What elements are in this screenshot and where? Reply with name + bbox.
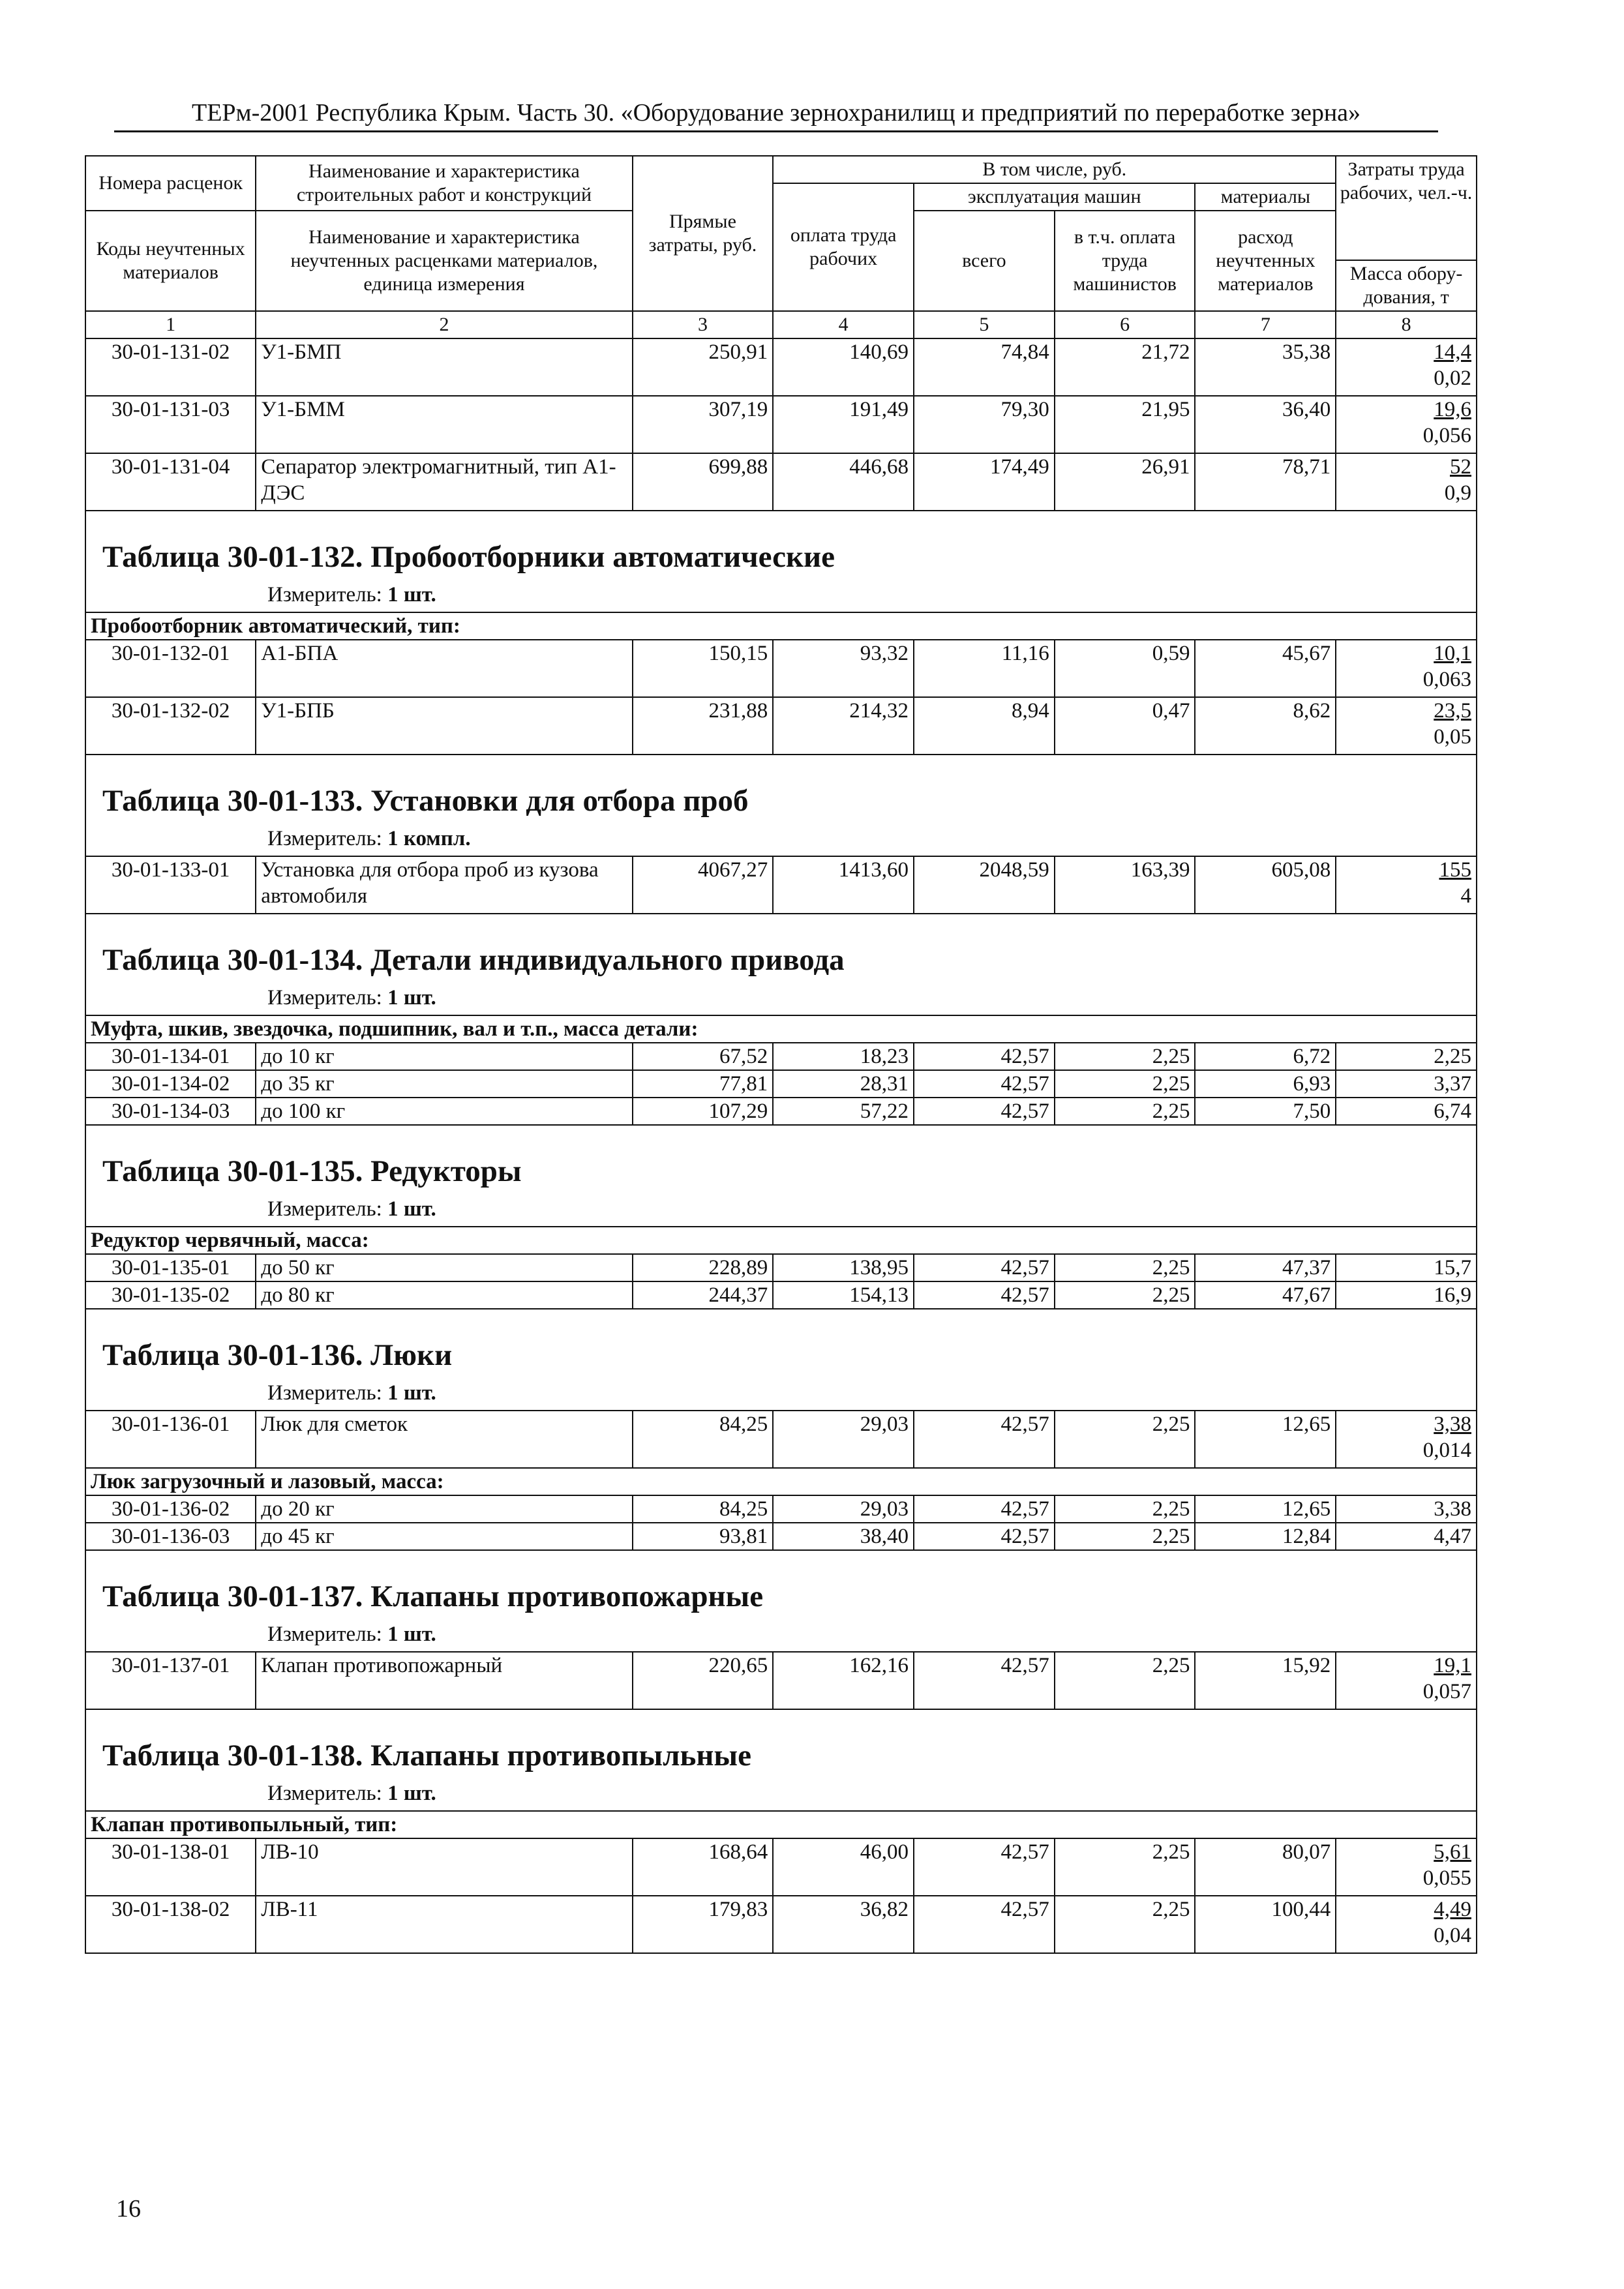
measure-unit: Измеритель: 1 шт. <box>267 1197 436 1221</box>
operator-wages: 2,25 <box>1055 1838 1195 1896</box>
equipment-mass: 0,04 <box>1434 1924 1471 1947</box>
direct-costs: 93,81 <box>633 1523 774 1550</box>
worker-wages: 93,32 <box>773 640 914 697</box>
machine-total: 79,30 <box>914 396 1055 453</box>
materials-cost: 12,65 <box>1195 1495 1336 1523</box>
table-row <box>85 856 1477 914</box>
operator-wages: 21,95 <box>1055 396 1195 453</box>
labor-costs: 19,6 <box>1434 398 1471 421</box>
table-caption-row <box>85 914 1477 1015</box>
table-row <box>85 1098 1477 1125</box>
direct-costs: 84,25 <box>633 1495 774 1523</box>
col-number-6: 6 <box>1055 311 1195 338</box>
machine-total: 42,57 <box>914 1523 1055 1550</box>
worker-wages: 214,32 <box>773 697 914 755</box>
direct-costs: 228,89 <box>633 1254 774 1281</box>
rate-code: 30-01-135-02 <box>85 1281 256 1309</box>
labor-costs: 4,47 <box>1336 1523 1477 1550</box>
col-header-1b: Коды неучтенных материалов <box>85 211 256 311</box>
subheader-row <box>85 1811 1477 1838</box>
operator-wages: 2,25 <box>1055 1495 1195 1523</box>
machine-total: 2048,59 <box>914 856 1055 914</box>
table-caption <box>85 511 1477 612</box>
materials-cost: 47,67 <box>1195 1281 1336 1309</box>
equipment-mass: 0,055 <box>1422 1866 1471 1890</box>
table-row <box>85 1043 1477 1070</box>
table-caption <box>85 914 1477 1015</box>
col-header-materials: материалы <box>1195 183 1336 211</box>
labor-costs: 14,4 <box>1434 340 1471 364</box>
worker-wages: 1413,60 <box>773 856 914 914</box>
col-number-1: 1 <box>85 311 256 338</box>
measure-unit: Измеритель: 1 шт. <box>267 583 436 606</box>
rate-code: 30-01-136-02 <box>85 1495 256 1523</box>
group-subheader: Редуктор червячный, масса: <box>85 1227 1477 1254</box>
group-subheader: Муфта, шкив, звездочка, подшипник, вал и т.п., масса детали: <box>85 1015 1477 1043</box>
labor-mass-cell <box>1336 453 1477 511</box>
machine-total: 74,84 <box>914 338 1055 396</box>
worker-wages: 46,00 <box>773 1838 914 1896</box>
machine-total: 42,57 <box>914 1043 1055 1070</box>
table-row <box>85 1070 1477 1098</box>
labor-costs: 19,1 <box>1434 1654 1471 1677</box>
materials-cost: 605,08 <box>1195 856 1336 914</box>
subheader-row <box>85 1468 1477 1495</box>
machine-total: 8,94 <box>914 697 1055 755</box>
rate-code: 30-01-131-02 <box>85 338 256 396</box>
operator-wages: 26,91 <box>1055 453 1195 511</box>
equipment-mass: 0,9 <box>1444 481 1471 505</box>
worker-wages: 38,40 <box>773 1523 914 1550</box>
subheader-row <box>85 1227 1477 1254</box>
table-row <box>85 1411 1477 1468</box>
col-number-2: 2 <box>256 311 632 338</box>
labor-costs: 6,74 <box>1336 1098 1477 1125</box>
table-row <box>85 1652 1477 1709</box>
direct-costs: 307,19 <box>633 396 774 453</box>
equipment-mass: 0,02 <box>1434 367 1471 390</box>
equipment-mass: 0,063 <box>1422 668 1471 691</box>
machine-total: 42,57 <box>914 1411 1055 1468</box>
equipment-mass: 0,05 <box>1434 725 1471 749</box>
table-title: Таблица 30-01-136. Люки <box>102 1338 453 1372</box>
rate-name: У1-БПБ <box>256 697 632 755</box>
table-caption-row <box>85 1709 1477 1811</box>
labor-mass-cell <box>1336 640 1477 697</box>
machine-total: 11,16 <box>914 640 1055 697</box>
machine-total: 42,57 <box>914 1281 1055 1309</box>
operator-wages: 2,25 <box>1055 1523 1195 1550</box>
rate-name: Сепаратор электромагнитный, тип А1-ДЭС <box>256 453 632 511</box>
table-caption-row <box>85 1125 1477 1227</box>
labor-costs: 3,38 <box>1336 1495 1477 1523</box>
table-title: Таблица 30-01-137. Клапаны противопожарные <box>102 1579 764 1613</box>
measure-unit: Измеритель: 1 компл. <box>267 827 471 850</box>
col-header-4: оплата труда рабочих <box>773 183 914 311</box>
table-caption <box>85 1550 1477 1652</box>
labor-mass-cell <box>1336 1652 1477 1709</box>
subheader-row <box>85 612 1477 640</box>
rate-name: до 50 кг <box>256 1254 632 1281</box>
worker-wages: 154,13 <box>773 1281 914 1309</box>
labor-costs: 15,7 <box>1336 1254 1477 1281</box>
table-title: Таблица 30-01-133. Установки для отбора проб <box>102 784 749 818</box>
rate-name: до 20 кг <box>256 1495 632 1523</box>
measure-unit: Измеритель: 1 шт. <box>267 986 436 1010</box>
direct-costs: 150,15 <box>633 640 774 697</box>
table-caption <box>85 1309 1477 1411</box>
direct-costs: 220,65 <box>633 1652 774 1709</box>
rate-code: 30-01-138-02 <box>85 1896 256 1953</box>
equipment-mass: 4 <box>1460 884 1471 908</box>
rate-code: 30-01-133-01 <box>85 856 256 914</box>
rate-name: Клапан противопожарный <box>256 1652 632 1709</box>
table-caption-row <box>85 755 1477 856</box>
labor-costs: 16,9 <box>1336 1281 1477 1309</box>
labor-mass-cell <box>1336 396 1477 453</box>
labor-costs: 3,37 <box>1336 1070 1477 1098</box>
worker-wages: 162,16 <box>773 1652 914 1709</box>
machine-total: 42,57 <box>914 1896 1055 1953</box>
labor-mass-cell <box>1336 1411 1477 1468</box>
rate-name: А1-БПА <box>256 640 632 697</box>
materials-cost: 7,50 <box>1195 1098 1336 1125</box>
rate-name: У1-БМП <box>256 338 632 396</box>
materials-cost: 78,71 <box>1195 453 1336 511</box>
rate-name: ЛВ-10 <box>256 1838 632 1896</box>
materials-cost: 100,44 <box>1195 1896 1336 1953</box>
table-row <box>85 1896 1477 1953</box>
direct-costs: 244,37 <box>633 1281 774 1309</box>
materials-cost: 47,37 <box>1195 1254 1336 1281</box>
machine-total: 174,49 <box>914 453 1055 511</box>
worker-wages: 36,82 <box>773 1896 914 1953</box>
rate-code: 30-01-136-01 <box>85 1411 256 1468</box>
worker-wages: 18,23 <box>773 1043 914 1070</box>
table-row <box>85 1523 1477 1550</box>
rate-code: 30-01-136-03 <box>85 1523 256 1550</box>
labor-costs: 5,61 <box>1434 1840 1471 1864</box>
operator-wages: 163,39 <box>1055 856 1195 914</box>
machine-total: 42,57 <box>914 1070 1055 1098</box>
labor-mass-cell <box>1336 1896 1477 1953</box>
table-title: Таблица 30-01-134. Детали индивидуального привода <box>102 943 845 977</box>
rate-name: до 45 кг <box>256 1523 632 1550</box>
labor-mass-cell <box>1336 338 1477 396</box>
subheader-row <box>85 1015 1477 1043</box>
direct-costs: 4067,27 <box>633 856 774 914</box>
col-header-8b: Масса обору-дования, т <box>1336 260 1477 311</box>
group-subheader: Люк загрузочный и лазовый, масса: <box>85 1468 1477 1495</box>
col-number-5: 5 <box>914 311 1055 338</box>
col-header-1a: Номера расценок <box>85 156 256 211</box>
direct-costs: 231,88 <box>633 697 774 755</box>
table-row <box>85 1254 1477 1281</box>
rate-name: до 10 кг <box>256 1043 632 1070</box>
group-subheader: Пробоотборник автоматический, тип: <box>85 612 1477 640</box>
equipment-mass: 0,057 <box>1422 1680 1471 1703</box>
materials-cost: 36,40 <box>1195 396 1336 453</box>
col-header-2b: Наименование и характеристика неучтенных расценками материалов, единица измерения <box>256 211 632 311</box>
table-caption-row <box>85 511 1477 612</box>
rate-code: 30-01-134-02 <box>85 1070 256 1098</box>
table-caption-row <box>85 1309 1477 1411</box>
table-caption <box>85 1709 1477 1811</box>
table-caption <box>85 1125 1477 1227</box>
table-row <box>85 1838 1477 1896</box>
table-row <box>85 1495 1477 1523</box>
measure-unit: Измеритель: 1 шт. <box>267 1782 436 1805</box>
labor-costs: 10,1 <box>1434 642 1471 665</box>
table-title: Таблица 30-01-138. Клапаны противопыльные <box>102 1739 751 1773</box>
worker-wages: 140,69 <box>773 338 914 396</box>
rates-sheet <box>85 155 1477 1954</box>
col-number-4: 4 <box>773 311 914 338</box>
rate-code: 30-01-134-03 <box>85 1098 256 1125</box>
table-title: Таблица 30-01-135. Редукторы <box>102 1154 522 1188</box>
materials-cost: 8,62 <box>1195 697 1336 755</box>
materials-cost: 6,93 <box>1195 1070 1336 1098</box>
col-header-2a: Наименование и характеристика строительных работ и конструкций <box>256 156 632 211</box>
measure-unit: Измеритель: 1 шт. <box>267 1381 436 1405</box>
labor-costs: 2,25 <box>1336 1043 1477 1070</box>
rate-name: до 80 кг <box>256 1281 632 1309</box>
direct-costs: 77,81 <box>633 1070 774 1098</box>
machine-total: 42,57 <box>914 1652 1055 1709</box>
rate-name: до 35 кг <box>256 1070 632 1098</box>
labor-costs: 3,38 <box>1434 1413 1471 1436</box>
table-title: Таблица 30-01-132. Пробоотборники автоматические <box>102 540 835 574</box>
col-header-5: всего <box>914 211 1055 311</box>
equipment-mass: 0,056 <box>1422 424 1471 447</box>
worker-wages: 57,22 <box>773 1098 914 1125</box>
labor-costs: 155 <box>1439 858 1471 882</box>
direct-costs: 179,83 <box>633 1896 774 1953</box>
rate-code: 30-01-134-01 <box>85 1043 256 1070</box>
materials-cost: 6,72 <box>1195 1043 1336 1070</box>
rate-name: Установка для отбора проб из кузова автомобиля <box>256 856 632 914</box>
col-header-8a: Затраты труда рабочих, чел.-ч. <box>1336 156 1477 260</box>
operator-wages: 2,25 <box>1055 1281 1195 1309</box>
table-row <box>85 453 1477 511</box>
labor-costs: 4,49 <box>1434 1898 1471 1921</box>
rate-name: ЛВ-11 <box>256 1896 632 1953</box>
materials-cost: 15,92 <box>1195 1652 1336 1709</box>
direct-costs: 67,52 <box>633 1043 774 1070</box>
materials-cost: 35,38 <box>1195 338 1336 396</box>
labor-mass-cell <box>1336 697 1477 755</box>
rates-table <box>85 155 1477 1954</box>
col-header-including: В том числе, руб. <box>773 156 1336 183</box>
labor-mass-cell <box>1336 856 1477 914</box>
operator-wages: 2,25 <box>1055 1070 1195 1098</box>
rate-code: 30-01-132-01 <box>85 640 256 697</box>
rate-code: 30-01-132-02 <box>85 697 256 755</box>
direct-costs: 168,64 <box>633 1838 774 1896</box>
materials-cost: 12,84 <box>1195 1523 1336 1550</box>
direct-costs: 84,25 <box>633 1411 774 1468</box>
rate-name: У1-БММ <box>256 396 632 453</box>
rate-name: до 100 кг <box>256 1098 632 1125</box>
worker-wages: 29,03 <box>773 1495 914 1523</box>
materials-cost: 80,07 <box>1195 1838 1336 1896</box>
table-row <box>85 396 1477 453</box>
col-header-7: расход неучтенных материалов <box>1195 211 1336 311</box>
col-number-3: 3 <box>633 311 774 338</box>
labor-costs: 23,5 <box>1434 699 1471 723</box>
machine-total: 42,57 <box>914 1254 1055 1281</box>
operator-wages: 21,72 <box>1055 338 1195 396</box>
machine-total: 42,57 <box>914 1495 1055 1523</box>
equipment-mass: 0,014 <box>1422 1439 1471 1462</box>
operator-wages: 2,25 <box>1055 1896 1195 1953</box>
rate-name: Люк для сметок <box>256 1411 632 1468</box>
rate-code: 30-01-137-01 <box>85 1652 256 1709</box>
page-header: ТЕРм-2001 Республика Крым. Часть 30. «Оборудование зернохранилищ и предприятий по переработке зерна» <box>114 98 1438 132</box>
measure-unit: Измеритель: 1 шт. <box>267 1623 436 1646</box>
table-row <box>85 1281 1477 1309</box>
operator-wages: 0,47 <box>1055 697 1195 755</box>
table-caption-row <box>85 1550 1477 1652</box>
worker-wages: 191,49 <box>773 396 914 453</box>
group-subheader: Клапан противопыльный, тип: <box>85 1811 1477 1838</box>
col-header-3: Прямые затраты, руб. <box>633 156 774 311</box>
machine-total: 42,57 <box>914 1098 1055 1125</box>
table-caption <box>85 755 1477 856</box>
machine-total: 42,57 <box>914 1838 1055 1896</box>
operator-wages: 2,25 <box>1055 1652 1195 1709</box>
operator-wages: 2,25 <box>1055 1098 1195 1125</box>
col-header-6: в т.ч. оплата труда машинистов <box>1055 211 1195 311</box>
worker-wages: 138,95 <box>773 1254 914 1281</box>
labor-costs: 52 <box>1450 455 1471 479</box>
operator-wages: 0,59 <box>1055 640 1195 697</box>
operator-wages: 2,25 <box>1055 1254 1195 1281</box>
materials-cost: 45,67 <box>1195 640 1336 697</box>
page-number: 16 <box>116 2195 141 2222</box>
worker-wages: 29,03 <box>773 1411 914 1468</box>
table-row <box>85 697 1477 755</box>
materials-cost: 12,65 <box>1195 1411 1336 1468</box>
col-number-8: 8 <box>1336 311 1477 338</box>
rate-code: 30-01-135-01 <box>85 1254 256 1281</box>
table-row <box>85 338 1477 396</box>
direct-costs: 107,29 <box>633 1098 774 1125</box>
rate-code: 30-01-131-04 <box>85 453 256 511</box>
direct-costs: 250,91 <box>633 338 774 396</box>
rate-code: 30-01-138-01 <box>85 1838 256 1896</box>
operator-wages: 2,25 <box>1055 1411 1195 1468</box>
direct-costs: 699,88 <box>633 453 774 511</box>
labor-mass-cell <box>1336 1838 1477 1896</box>
col-header-machines: эксплуатация машин <box>914 183 1195 211</box>
operator-wages: 2,25 <box>1055 1043 1195 1070</box>
col-number-7: 7 <box>1195 311 1336 338</box>
table-row <box>85 640 1477 697</box>
worker-wages: 28,31 <box>773 1070 914 1098</box>
rate-code: 30-01-131-03 <box>85 396 256 453</box>
worker-wages: 446,68 <box>773 453 914 511</box>
